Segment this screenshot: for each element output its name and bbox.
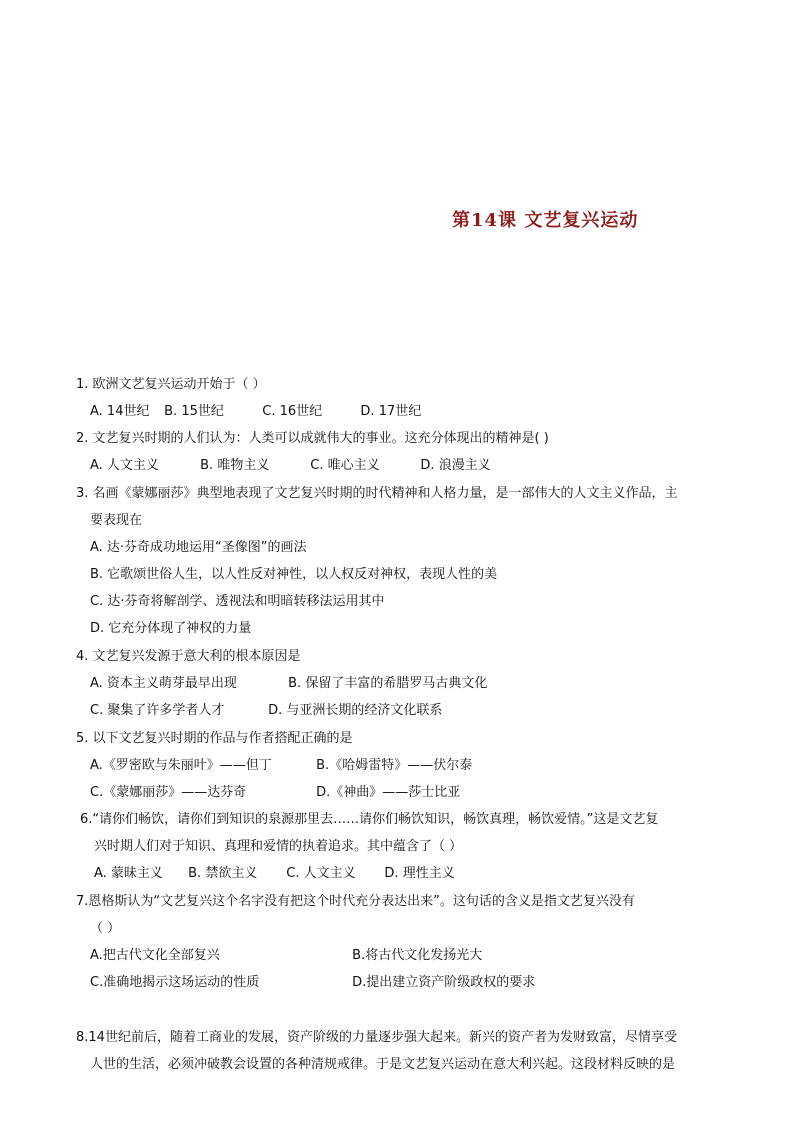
option-d: D. 17世纪 (360, 404, 422, 419)
option-b: B.《哈姆雷特》——伏尔泰 (316, 758, 473, 773)
page-title: 第14课 文艺复兴运动 (452, 210, 639, 231)
question-stem: 2. 文艺复兴时期的人们认为：人类可以成就伟大的事业。这充分体现出的精神是( ) (76, 431, 549, 446)
option-c: C. 人文主义 (286, 866, 356, 881)
question-stem-continued: （ ） (90, 921, 121, 936)
options-row (76, 942, 635, 969)
question-stem: 3. 名画《蒙娜丽莎》典型地表现了文艺复兴时期的时代精神和人格力量，是一部伟大的人文主义作品，主 (76, 486, 678, 501)
question-stem-continued: 兴时期人们对于知识、真理和爱情的执着追求。其中蕴含了（ ） (94, 839, 463, 854)
option-d: D. 理性主义 (384, 866, 455, 881)
question-4 (76, 643, 487, 724)
question-stem-continued: 要表现在 (90, 513, 143, 528)
option-d: D. 它充分体现了神权的力量 (90, 621, 252, 636)
option-a: A.《罗密欧与朱丽叶》——但丁 (90, 758, 272, 773)
question-7 (76, 888, 635, 996)
question-3 (76, 480, 678, 642)
options-row (76, 752, 472, 779)
question-stem-continued: 人世的生活，必须冲破教会设置的各种清规戒律。于是文艺复兴运动在意大利兴起。这段材料反映的是 (90, 1057, 676, 1072)
question-1 (76, 371, 421, 425)
option-c: C. 唯心主义 (310, 458, 380, 473)
question-stem: 1. 欧洲文艺复兴运动开始于（ ） (76, 377, 266, 392)
question-8 (76, 1024, 677, 1078)
options-row (76, 452, 549, 479)
option-b: B. 唯物主义 (200, 458, 270, 473)
question-stem: 8.14世纪前后，随着工商业的发展，资产阶级的力量逐步强大起来。新兴的资产者为发财致富，尽情享受 (76, 1030, 677, 1045)
option-d: D.提出建立资产阶级政权的要求 (352, 975, 536, 990)
option-c: C. 聚集了许多学者人才 (90, 703, 225, 718)
option-b: B.将古代文化发扬光大 (352, 948, 483, 963)
options-row (76, 779, 472, 806)
options-row (80, 860, 658, 887)
option-c: C.《蒙娜丽莎》——达芬奇 (90, 785, 247, 800)
option-b: B. 禁欲主义 (188, 866, 258, 881)
question-stem: 6.“请你们畅饮，请你们到知识的泉源那里去……请你们畅饮知识，畅饮真理，畅饮爱情。”这是文艺复 (80, 812, 659, 827)
option-a: A. 资本主义萌芽最早出现 (90, 676, 237, 691)
option-c: C. 达·芬奇将解剖学、透视法和明暗转移法运用其中 (90, 594, 385, 609)
option-d: D. 浪漫主义 (420, 458, 491, 473)
option-a: A. 人文主义 (90, 458, 159, 473)
options-row (76, 697, 487, 724)
option-a: A. 达·芬奇成功地运用“圣像图”的画法 (90, 540, 307, 555)
question-stem: 4. 文艺复兴发源于意大利的根本原因是 (76, 649, 301, 664)
option-a: A. 蒙昧主义 (94, 866, 163, 881)
option-d: D. 与亚洲长期的经济文化联系 (268, 703, 443, 718)
option-b: B. 它歌颂世俗人生，以人性反对神性，以人权反对神权，表现人性的美 (90, 567, 498, 582)
options-row (76, 398, 421, 425)
option-c: C. 16世纪 (262, 404, 323, 419)
option-d: D.《神曲》——莎士比亚 (316, 785, 461, 800)
question-stem: 5. 以下文艺复兴时期的作品与作者搭配正确的是 (76, 731, 353, 746)
option-a: A.把古代文化全部复兴 (90, 948, 220, 963)
question-2 (76, 425, 549, 479)
options-row (76, 969, 635, 996)
question-5 (76, 725, 472, 806)
options-row (76, 670, 487, 697)
question-stem: 7.恩格斯认为“文艺复兴这个名字没有把这个时代充分表达出来”。这句话的含义是指文艺复兴没有 (76, 894, 635, 909)
option-c: C.准确地揭示这场运动的性质 (90, 975, 260, 990)
question-6 (80, 806, 658, 887)
option-b: B. 保留了丰富的希腊罗马古典文化 (288, 676, 488, 691)
option-b: B. 15世纪 (164, 404, 224, 419)
option-a: A. 14世纪 (90, 404, 150, 419)
